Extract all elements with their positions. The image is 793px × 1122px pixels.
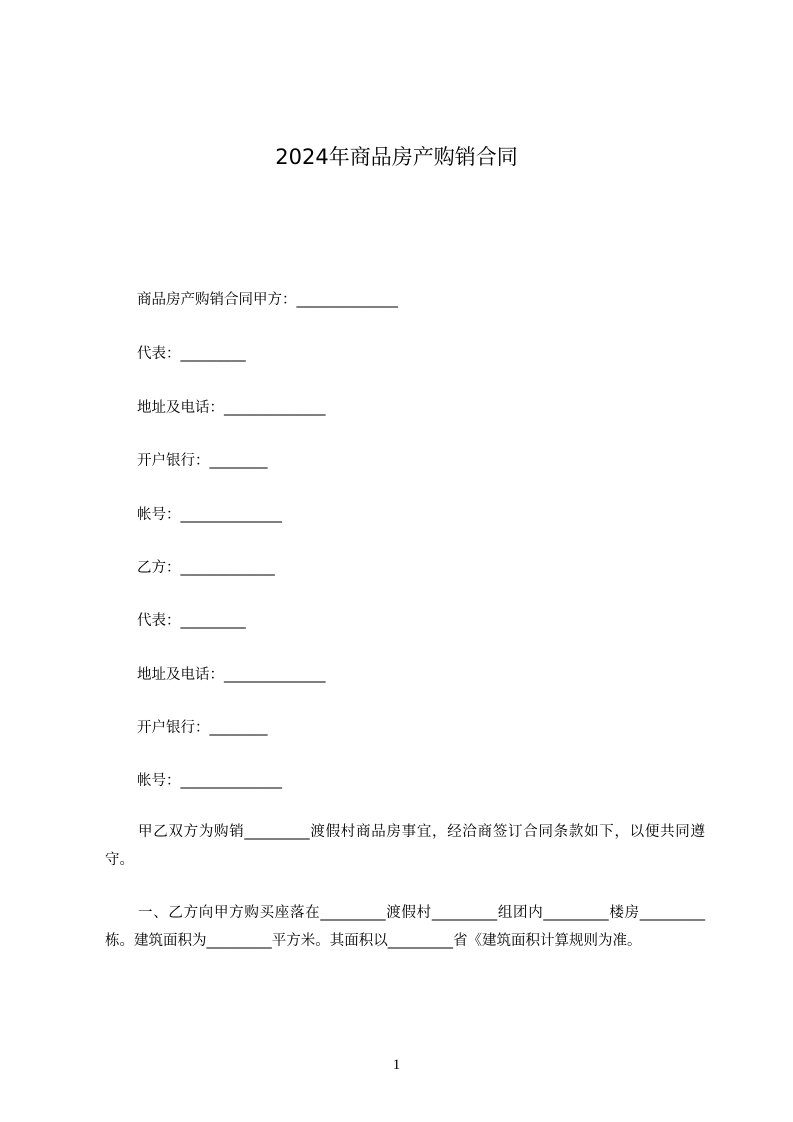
party-a-name-field: 商品房产购销合同甲方：______________ — [137, 292, 398, 308]
party-b-name-field: 乙方：_____________ — [137, 560, 275, 576]
party-b-account-field: 帐号：______________ — [137, 773, 282, 789]
page-number: 1 — [392, 1057, 401, 1073]
intro-paragraph: 甲乙双方为购销_________渡假村商品房事宜，经洽商签订合同条款如下，以便共同遵守。 — [105, 824, 705, 868]
document-title: 2024年商品房产购销合同 — [275, 145, 518, 169]
party-a-bank-field: 开户银行：________ — [137, 453, 268, 469]
party-a-address-phone-field: 地址及电话：______________ — [137, 400, 326, 416]
party-a-account-field: 帐号：______________ — [137, 507, 282, 523]
party-b-representative-field: 代表：_________ — [137, 613, 246, 629]
party-b-bank-field: 开户银行：________ — [137, 720, 268, 736]
clause-1-paragraph: 一、乙方向甲方购买座落在_________渡假村_________组团内_________楼房_________栋。建筑面积为_________平方米。其面积以_________省《建筑面积计算规则为准。 — [105, 905, 705, 949]
party-b-address-phone-field: 地址及电话：______________ — [137, 667, 326, 683]
party-a-representative-field: 代表：_________ — [137, 346, 246, 362]
